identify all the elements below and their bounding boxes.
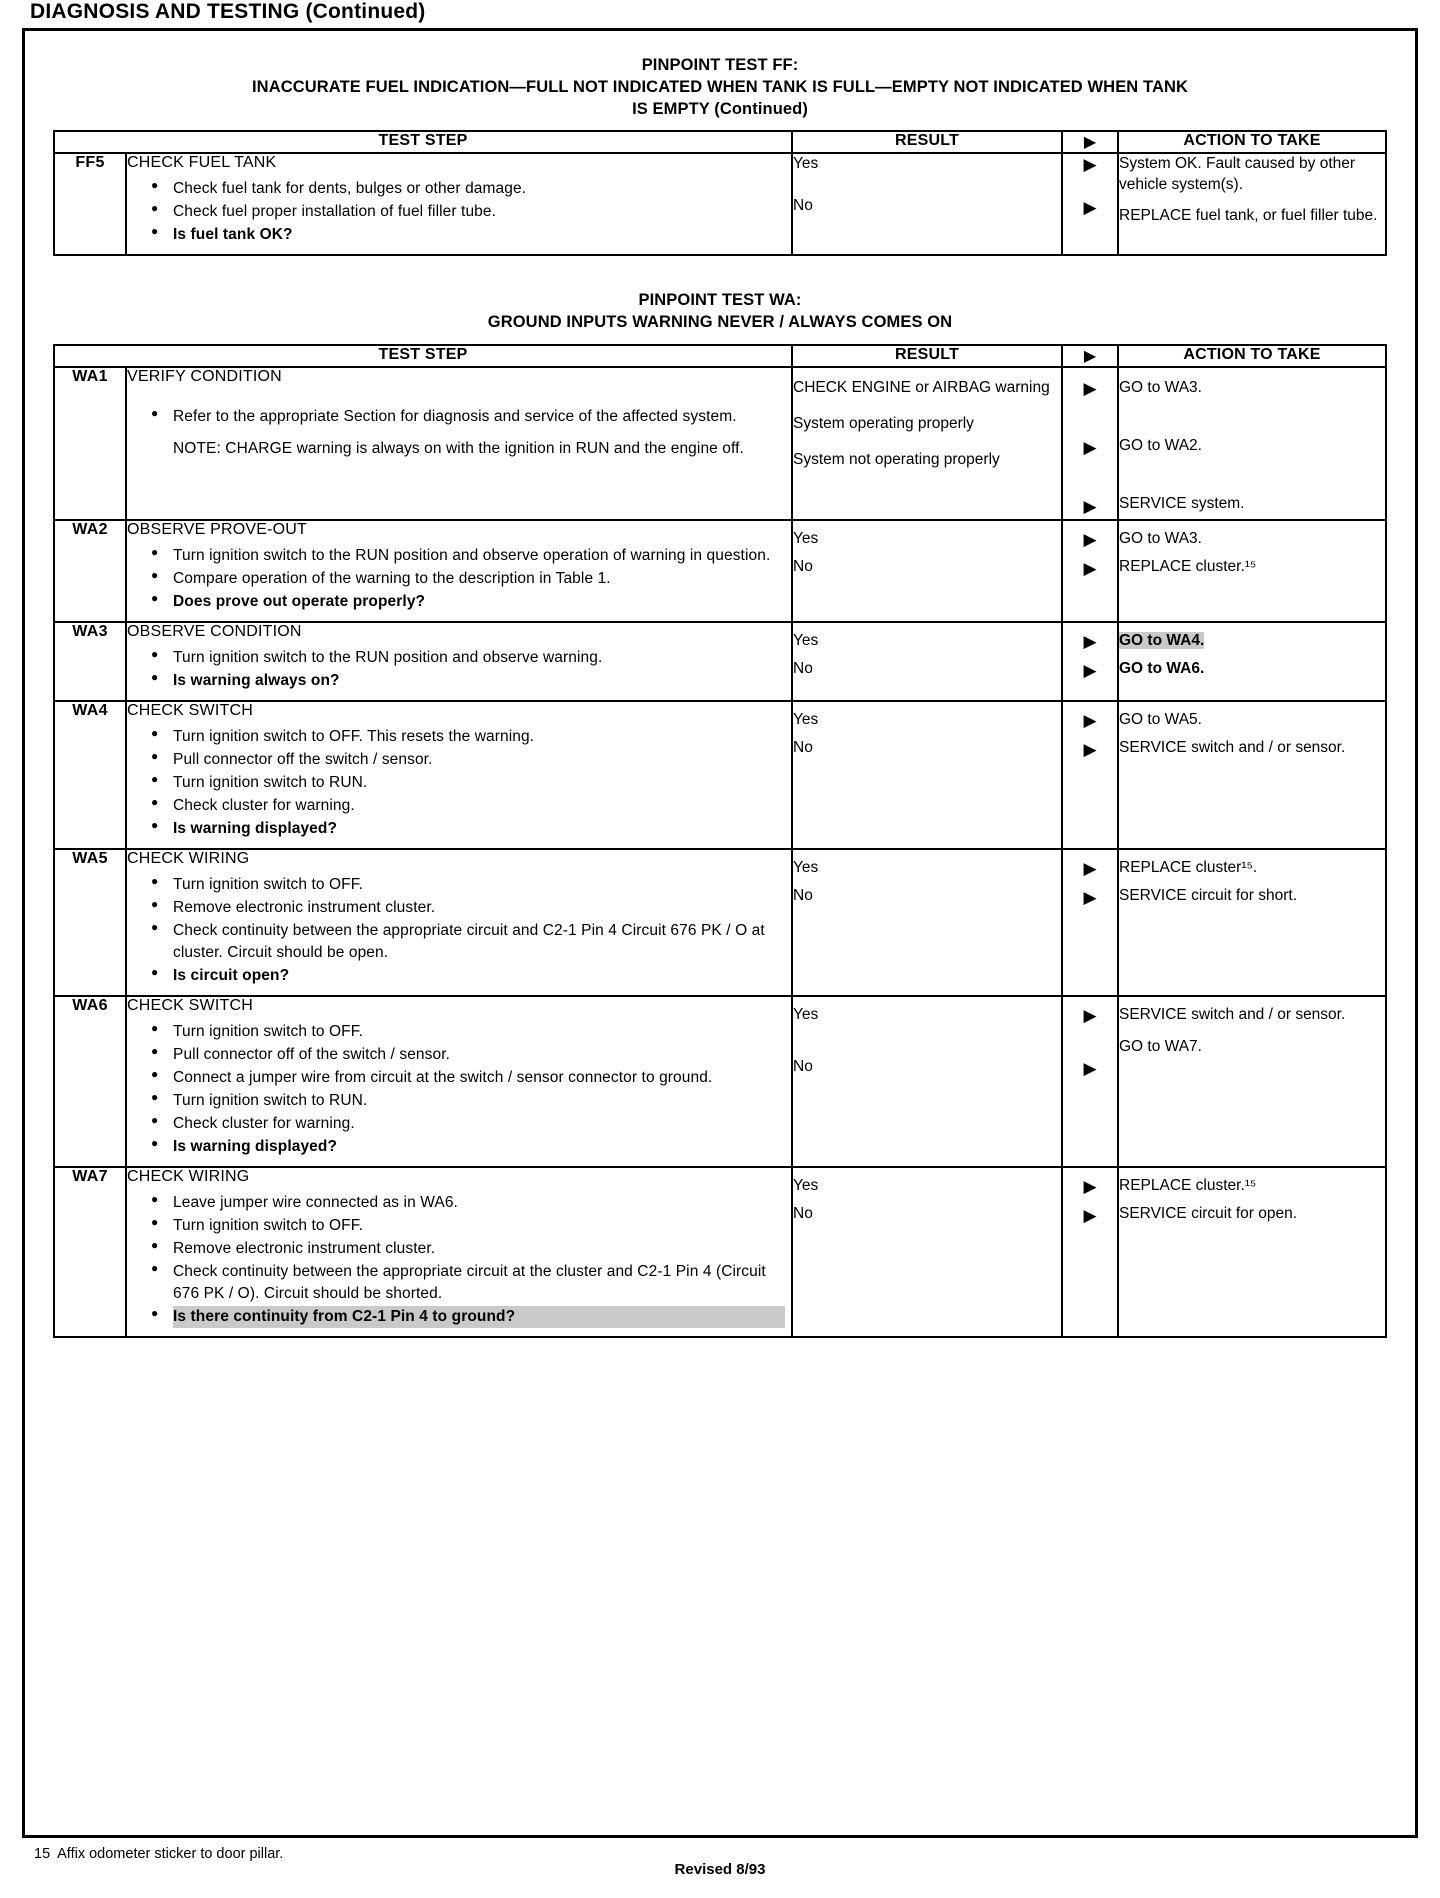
list-item: ● Is fuel tank OK? (173, 224, 785, 246)
page-frame (22, 28, 1418, 1838)
bullet-list-ff5 (127, 178, 791, 246)
arrow-icon: ▶ (1062, 131, 1118, 153)
table-header-row (54, 345, 1386, 367)
step-id-spacer (54, 1015, 126, 1167)
step-body-wa2 (126, 539, 792, 622)
result-wa7-2: No (793, 1204, 813, 1222)
step-title-wa3: OBSERVE CONDITION (126, 622, 792, 641)
table-header-row (54, 131, 1386, 153)
step-title-wa2: OBSERVE PROVE-OUT (126, 520, 792, 539)
result-wa3-2: No (793, 659, 813, 677)
action-cell-wa1 (1118, 367, 1386, 520)
result-wa7-1: Yes (793, 1176, 819, 1194)
table-row (54, 367, 1386, 400)
step-id-spacer (54, 868, 126, 996)
bullet-list-wa1 (127, 406, 791, 460)
result-wa2-2: No (793, 557, 813, 575)
list-item: ● Check continuity between the appropriate circuit and C2-1 Pin 4 Circuit 676 PK / O at cluster. Circuit should be open. (173, 920, 785, 964)
result-cell-wa5 (792, 849, 1062, 996)
step-id-spacer (54, 400, 126, 520)
arrow-icon: ▶ (1083, 437, 1097, 457)
action-wa3-1: GO to WA4. (1119, 631, 1205, 649)
footnote (22, 1838, 1418, 1862)
bullet-list-wa7 (127, 1192, 791, 1328)
footnote-number: 15 (34, 1846, 51, 1862)
arrow-cell-wa1 (1062, 367, 1118, 520)
arrow-icon: ▶ (1083, 529, 1097, 549)
action-wa1-1: GO to WA3. (1119, 378, 1202, 396)
footnote-text: Affix odometer sticker to door pillar. (57, 1846, 284, 1862)
table-row (54, 701, 1386, 720)
arrow-icon: ▶ (1083, 1205, 1097, 1225)
list-item: ● Turn ignition switch to the RUN position and observe warning. (173, 647, 785, 669)
arrow-cell-wa5 (1062, 849, 1118, 996)
list-item: ● Turn ignition switch to the RUN position and observe operation of warning in question. (173, 545, 785, 567)
list-item: ● Is circuit open? (173, 965, 785, 987)
action-cell-wa4 (1118, 701, 1386, 849)
list-item: ● Does prove out operate properly? (173, 591, 785, 613)
action-wa6-2: GO to WA7. (1119, 1037, 1202, 1055)
action-cell-wa2 (1118, 520, 1386, 622)
action-wa7-2: SERVICE circuit for open. (1119, 1204, 1298, 1222)
bullet-list-wa6 (127, 1021, 791, 1158)
result-wa6-1: Yes (793, 1005, 819, 1023)
list-item: ● Pull connector off the switch / sensor. (173, 749, 785, 771)
action-wa1-2: GO to WA2. (1119, 436, 1202, 454)
list-item: ● Remove electronic instrument cluster. (173, 897, 785, 919)
list-item: ● Check fuel proper installation of fuel filler tube. (173, 201, 785, 223)
test-ff-title-line2: INACCURATE FUEL INDICATION—FULL NOT INDICATED WHEN TANK IS FULL—EMPTY NOT INDICATED WHEN TANK (252, 77, 1188, 96)
step-body-wa4 (126, 720, 792, 849)
step-title-wa1: VERIFY CONDITION (126, 367, 792, 400)
table-row (54, 153, 1386, 172)
list-item: ● Leave jumper wire connected as in WA6. (173, 1192, 785, 1214)
result-cell-ff5 (792, 153, 1062, 255)
result-cell-wa3 (792, 622, 1062, 701)
list-item: ● Check continuity between the appropriate circuit at the cluster and C2-1 Pin 4 (Circuit 676 PK / O). Circuit should be shorted. (173, 1261, 785, 1305)
list-item: ● Is warning displayed? (173, 1136, 785, 1158)
result-cell-wa1 (792, 367, 1062, 520)
list-item: NOTE: CHARGE warning is always on with the ignition in RUN and the engine off. (173, 439, 744, 457)
action-cell-wa5 (1118, 849, 1386, 996)
arrow-icon: ▶ (1083, 710, 1097, 730)
list-item: ● Turn ignition switch to OFF. (173, 1215, 785, 1237)
page-title: DIAGNOSIS AND TESTING (Continued) (30, 0, 426, 23)
list-item: ● Check cluster for warning. (173, 1113, 785, 1135)
action-wa4-1: GO to WA5. (1119, 710, 1202, 728)
test-ff-title-line3: IS EMPTY (Continued) (632, 99, 808, 118)
action-wa5-1: REPLACE cluster¹⁵. (1119, 858, 1258, 876)
action-wa4-2: SERVICE switch and / or sensor. (1119, 738, 1346, 756)
table-row (54, 1167, 1386, 1186)
step-title-ff5: CHECK FUEL TANK (126, 153, 792, 172)
table-row (54, 520, 1386, 539)
header-result: RESULT (792, 131, 1062, 153)
bullet-list-wa4 (127, 726, 791, 840)
step-body-wa3 (126, 641, 792, 701)
arrow-icon: ▶ (1083, 378, 1097, 398)
result-wa5-2: No (793, 886, 813, 904)
result-wa1-1: CHECK ENGINE or AIRBAG warning (793, 378, 1050, 396)
step-id-spacer (54, 641, 126, 701)
result-cell-wa2 (792, 520, 1062, 622)
action-wa7-1: REPLACE cluster.¹⁵ (1119, 1176, 1257, 1194)
list-item: ● Turn ignition switch to OFF. (173, 1021, 785, 1043)
test-wa-title (53, 290, 1387, 334)
step-id-wa6: WA6 (54, 996, 126, 1015)
result-cell-wa4 (792, 701, 1062, 849)
step-id-ff5: FF5 (54, 153, 126, 172)
arrow-icon: ▶ (1083, 1005, 1097, 1025)
list-item: ● Pull connector off of the switch / sensor. (173, 1044, 785, 1066)
result-ff5-1: Yes (793, 155, 819, 173)
step-id-spacer (54, 172, 126, 255)
step-id-wa1: WA1 (54, 367, 126, 400)
action-wa3-2: GO to WA6. (1119, 659, 1205, 677)
action-cell-wa6 (1118, 996, 1386, 1167)
table-row (54, 849, 1386, 868)
action-wa2-2: REPLACE cluster.¹⁵ (1119, 557, 1257, 575)
result-wa2-1: Yes (793, 529, 819, 547)
list-item: ● Check fuel tank for dents, bulges or other damage. (173, 178, 785, 200)
arrow-icon: ▶ (1083, 155, 1097, 175)
result-wa4-1: Yes (793, 710, 819, 728)
arrow-icon: ▶ (1083, 739, 1097, 759)
action-cell-wa3 (1118, 622, 1386, 701)
action-cell-ff5 (1118, 153, 1386, 255)
list-item: ● Turn ignition switch to OFF. This resets the warning. (173, 726, 785, 748)
step-body-wa5 (126, 868, 792, 996)
step-title-wa5: CHECK WIRING (126, 849, 792, 868)
bullet-list-wa5 (127, 874, 791, 987)
arrow-icon: ▶ (1083, 858, 1097, 878)
action-cell-wa7 (1118, 1167, 1386, 1337)
bullet-list-wa3 (127, 647, 791, 692)
arrow-icon: ▶ (1083, 1058, 1097, 1078)
step-id-spacer (54, 539, 126, 622)
list-item: ● Compare operation of the warning to the description in Table 1. (173, 568, 785, 590)
list-item: ● Turn ignition switch to OFF. (173, 874, 785, 896)
step-title-wa6: CHECK SWITCH (126, 996, 792, 1015)
result-ff5-2: No (793, 197, 813, 215)
arrow-icon: ▶ (1083, 631, 1097, 651)
result-wa5-1: Yes (793, 858, 819, 876)
result-wa1-2: System operating properly (793, 414, 974, 432)
arrow-icon: ▶ (1083, 558, 1097, 578)
step-body-wa1 (126, 400, 792, 520)
step-id-wa2: WA2 (54, 520, 126, 539)
table-row (54, 622, 1386, 641)
list-item: ● Remove electronic instrument cluster. (173, 1238, 785, 1260)
arrow-cell-wa3 (1062, 622, 1118, 701)
step-id-wa7: WA7 (54, 1167, 126, 1186)
arrow-icon: ▶ (1083, 660, 1097, 680)
result-wa4-2: No (793, 738, 813, 756)
test-ff-table (53, 130, 1387, 256)
step-body-ff5 (126, 172, 792, 255)
test-wa-title-line1: PINPOINT TEST WA: (638, 291, 802, 310)
arrow-cell-ff5 (1062, 153, 1118, 255)
table-row (54, 996, 1386, 1015)
list-item: ● Connect a jumper wire from circuit at the switch / sensor connector to ground. (173, 1067, 785, 1089)
step-body-wa7 (126, 1186, 792, 1337)
action-wa6-1: SERVICE switch and / or sensor. (1119, 1005, 1346, 1023)
result-cell-wa7 (792, 1167, 1062, 1337)
list-item: ● Is warning always on? (173, 670, 785, 692)
arrow-icon: ▶ (1083, 198, 1097, 218)
action-wa2-1: GO to WA3. (1119, 529, 1202, 547)
step-title-wa7: CHECK WIRING (126, 1167, 792, 1186)
list-item: ● Turn ignition switch to RUN. (173, 1090, 785, 1112)
page-footer (22, 1838, 1418, 1884)
bullet-list-wa2 (127, 545, 791, 613)
list-item: ● Check cluster for warning. (173, 795, 785, 817)
header-result: RESULT (792, 345, 1062, 367)
result-wa3-1: Yes (793, 631, 819, 649)
test-ff-title (53, 55, 1387, 120)
arrow-cell-wa2 (1062, 520, 1118, 622)
step-id-spacer (54, 1186, 126, 1337)
header-test-step: TEST STEP (54, 345, 792, 367)
arrow-cell-wa7 (1062, 1167, 1118, 1337)
header-test-step: TEST STEP (54, 131, 792, 153)
revision-date: Revised 8/93 (674, 1861, 766, 1878)
arrow-cell-wa4 (1062, 701, 1118, 849)
header-action: ACTION TO TAKE (1118, 131, 1386, 153)
test-wa-table (53, 344, 1387, 1338)
list-item: ● Refer to the appropriate Section for diagnosis and service of the affected system. (173, 406, 785, 428)
result-wa1-3: System not operating properly (793, 450, 1000, 468)
result-cell-wa6 (792, 996, 1062, 1167)
step-body-wa6 (126, 1015, 792, 1167)
list-item: ● Turn ignition switch to RUN. (173, 772, 785, 794)
step-id-wa5: WA5 (54, 849, 126, 868)
action-wa1-3: SERVICE system. (1119, 494, 1245, 512)
action-ff5-1: System OK. Fault caused by other vehicle system(s). (1119, 155, 1356, 194)
arrow-icon: ▶ (1083, 496, 1097, 516)
result-wa6-2: No (793, 1057, 813, 1075)
list-item: ● Is warning displayed? (173, 818, 785, 840)
action-wa5-2: SERVICE circuit for short. (1119, 886, 1298, 904)
list-item: ● Is there continuity from C2-1 Pin 4 to ground? (173, 1306, 785, 1328)
arrow-icon: ▶ (1083, 887, 1097, 907)
test-ff-title-line1: PINPOINT TEST FF: (641, 56, 799, 74)
arrow-cell-wa6 (1062, 996, 1118, 1167)
arrow-icon: ▶ (1083, 1176, 1097, 1196)
step-title-wa4: CHECK SWITCH (126, 701, 792, 720)
step-id-wa3: WA3 (54, 622, 126, 641)
test-wa-title-line2: GROUND INPUTS WARNING NEVER / ALWAYS COMES ON (487, 313, 953, 332)
header-action: ACTION TO TAKE (1118, 345, 1386, 367)
step-id-spacer (54, 720, 126, 849)
action-ff5-2: REPLACE fuel tank, or fuel filler tube. (1119, 207, 1378, 225)
step-id-wa4: WA4 (54, 701, 126, 720)
arrow-icon: ▶ (1062, 345, 1118, 367)
